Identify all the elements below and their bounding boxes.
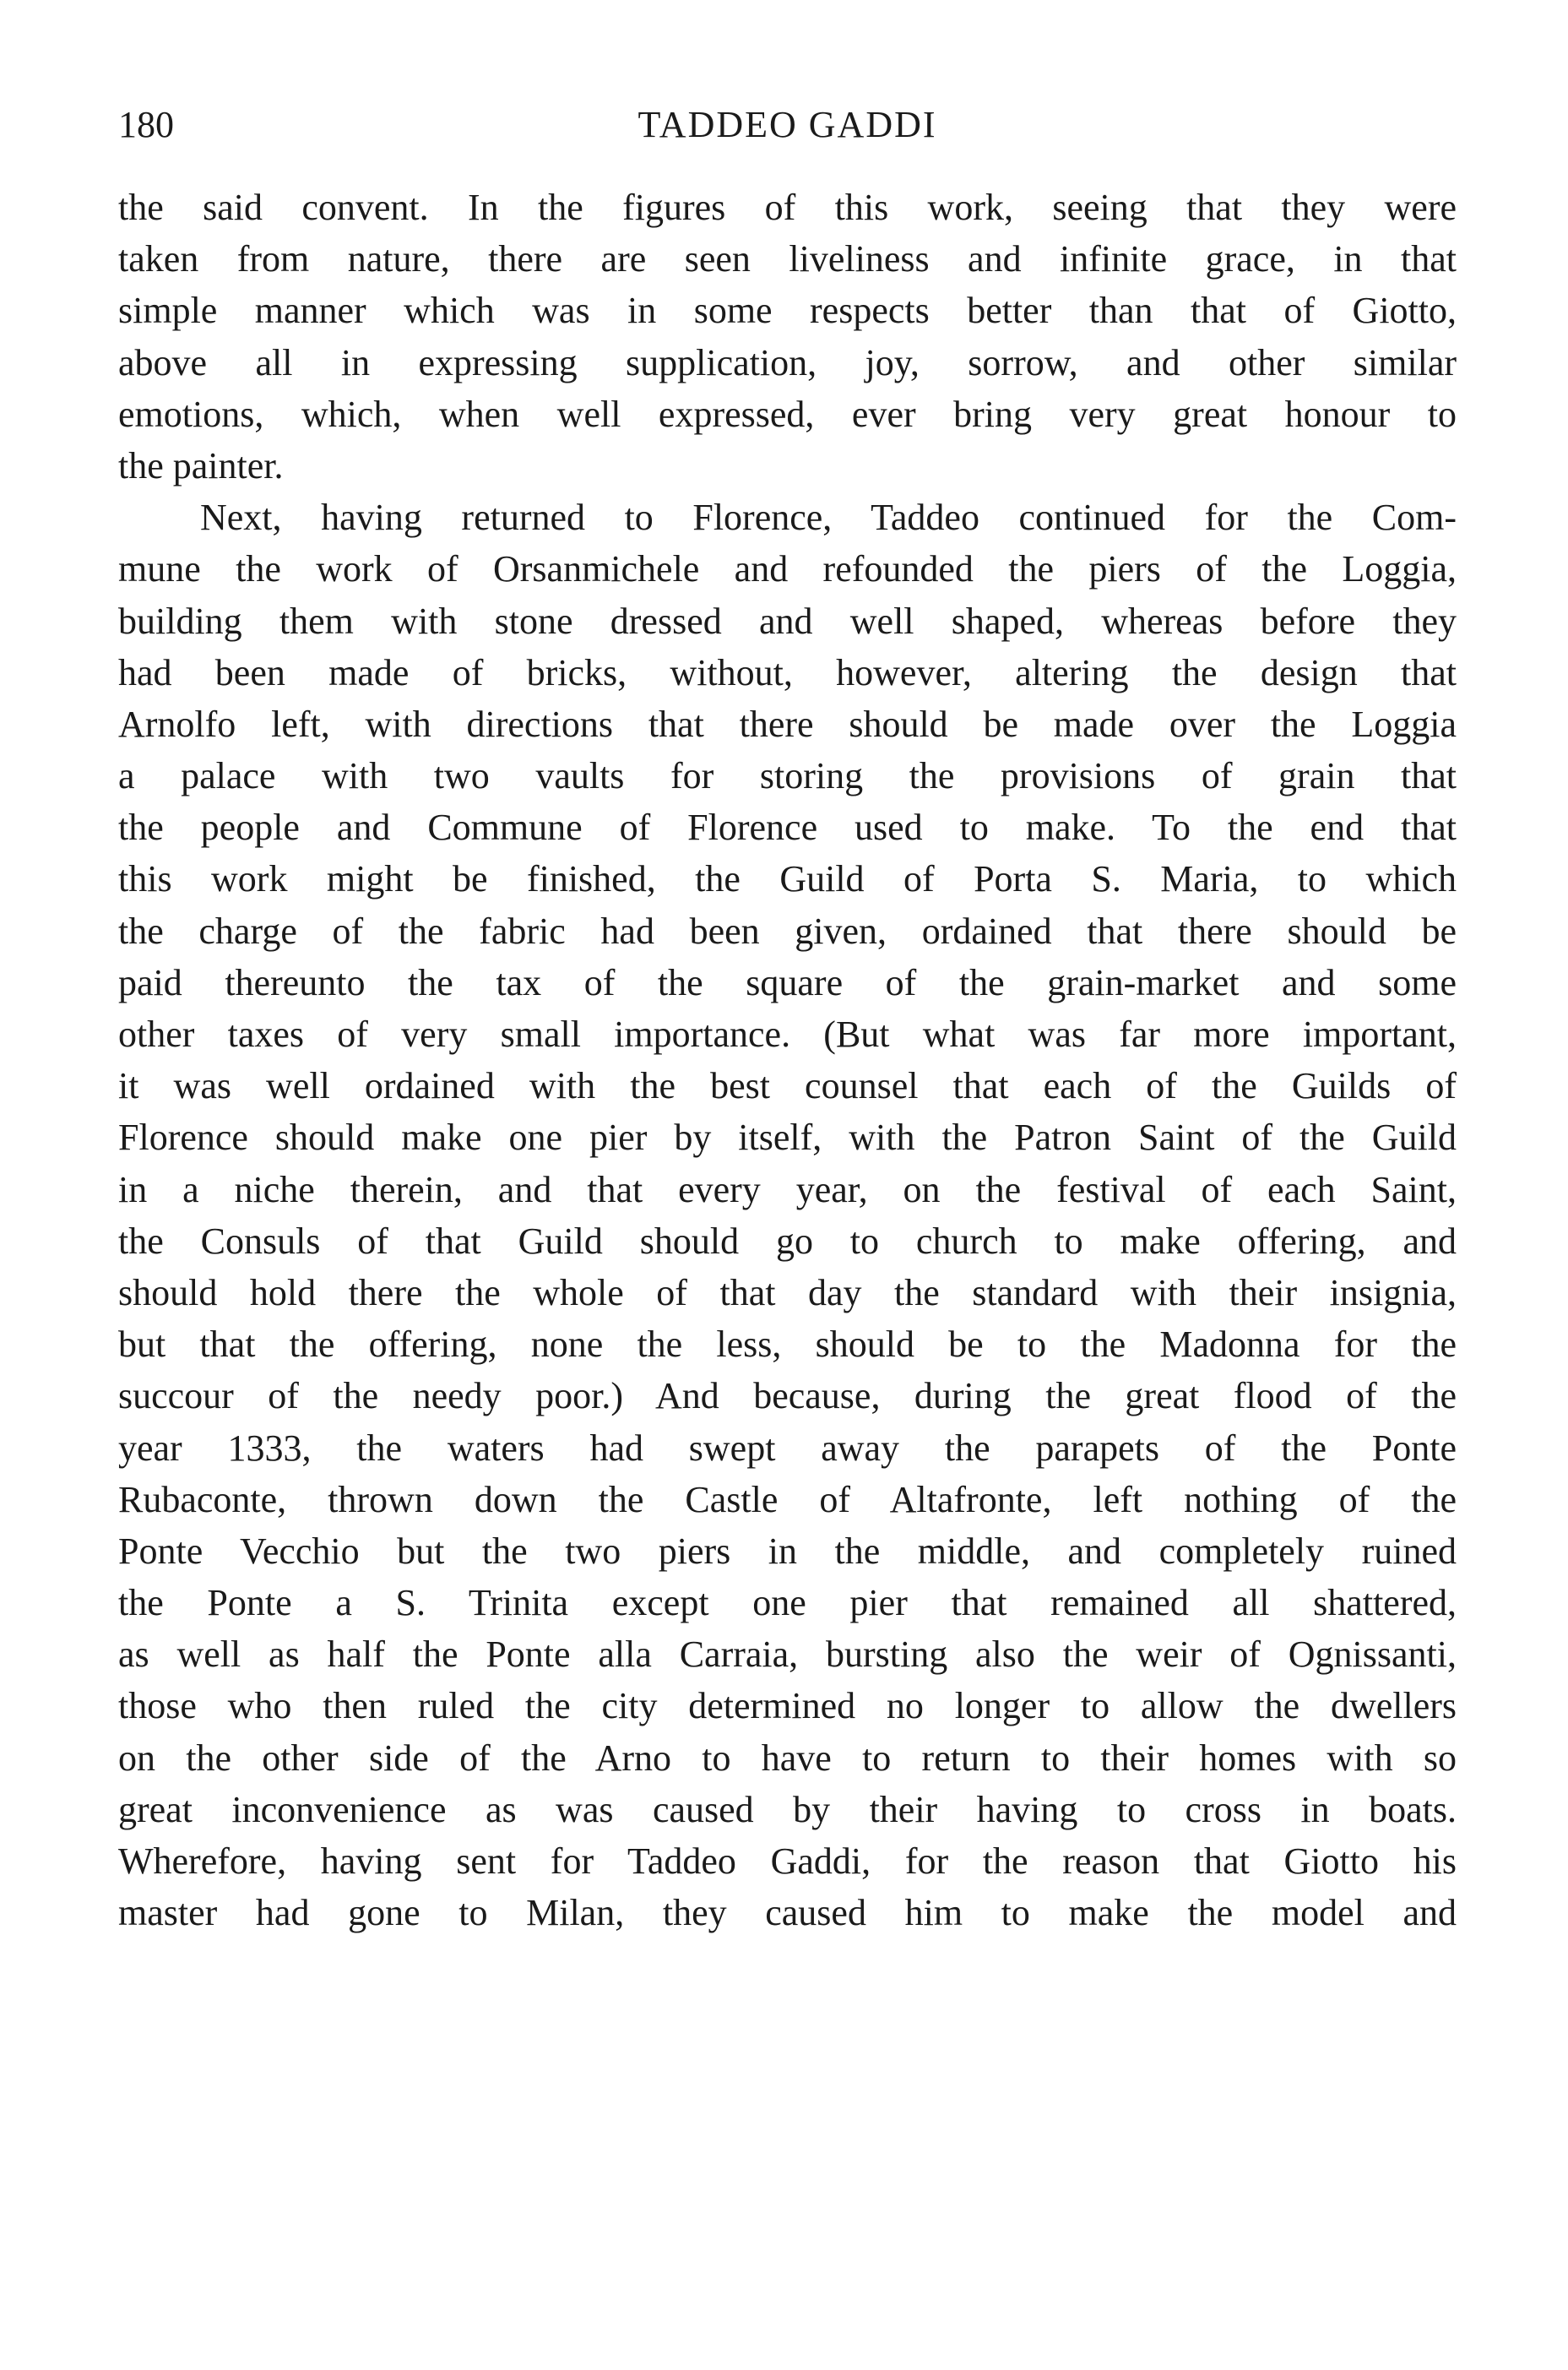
text-line: above all in expressing supplication, joy, sorrow, and other similar (118, 341, 1457, 383)
text-line: as well as half the Ponte alla Carraia, bursting also the weir of Ognissanti, (118, 1633, 1457, 1676)
text-line: the Ponte a S. Trinita except one pier that remained all shattered, (118, 1582, 1457, 1624)
text-line: a palace with two vaults for storing the provisions of grain that (118, 755, 1457, 797)
text-line: the said convent. In the figures of this work, seeing that they were (118, 187, 1457, 228)
text-line: succour of the needy poor.) And because, during the great flood of the (118, 1375, 1457, 1417)
text-line: Rubaconte, thrown down the Castle of Altafronte, left nothing of the (118, 1478, 1457, 1520)
text-line: building them with stone dressed and well shaped, whereas before they (118, 600, 1457, 642)
text-line: other taxes of very small importance. (But what was far more important, (118, 1014, 1457, 1055)
text-line: the charge of the fabric had been given, ordained that there should be (118, 910, 1457, 952)
text-line: Wherefore, having sent for Taddeo Gaddi, for the reason that Giotto his (118, 1840, 1457, 1882)
text-line: emotions, which, when well expressed, ever bring very great honour to (118, 393, 1457, 435)
text-line: it was well ordained with the best counsel that each of the Guilds of (118, 1065, 1457, 1107)
text-line: the Consuls of that Guild should go to church to make offering, and (118, 1220, 1457, 1262)
text-line: this work might be finished, the Guild of Porta S. Maria, to which (118, 858, 1457, 900)
paragraph-start-line: Next, having returned to Florence, Taddeo continued for the Com- (200, 497, 1457, 539)
text-line: taken from nature, there are seen liveliness and infinite grace, in that (118, 238, 1457, 280)
text-line: Arnolfo left, with directions that there should be made over the Loggia (118, 703, 1457, 745)
running-title: TADDEO GADDI (638, 104, 937, 145)
page-number: 180 (118, 104, 174, 145)
text-line: Florence should make one pier by itself, with the Patron Saint of the Guild (118, 1117, 1457, 1159)
text-line: mune the work of Orsanmichele and refounded the piers of the Loggia, (118, 548, 1457, 590)
text-line: in a niche therein, and that every year, on the festival of each Saint, (118, 1168, 1457, 1210)
text-line: simple manner which was in some respects better than that of Giotto, (118, 290, 1457, 332)
text-line: the people and Commune of Florence used to make. To the end that (118, 807, 1457, 849)
text-line: had been made of bricks, without, however, altering the design that (118, 651, 1457, 693)
text-line: but that the offering, none the less, should be to the Madonna for the (118, 1324, 1457, 1366)
text-line: master had gone to Milan, they caused him to make the model and (118, 1892, 1457, 1934)
text-line: great inconvenience as was caused by their having to cross in boats. (118, 1788, 1457, 1830)
paragraph-end-line: the painter. (118, 444, 284, 487)
text-line: paid thereunto the tax of the square of the grain-market and some (118, 961, 1457, 1003)
text-line: Ponte Vecchio but the two piers in the middle, and completely ruined (118, 1530, 1457, 1572)
running-head (118, 100, 1457, 150)
text-line: those who then ruled the city determined no longer to allow the dwellers (118, 1685, 1457, 1727)
text-line: on the other side of the Arno to have to return to their homes with so (118, 1737, 1457, 1779)
body-text (118, 182, 1457, 1938)
text-line: should hold there the whole of that day the standard with their insignia, (118, 1271, 1457, 1313)
text-line: year 1333, the waters had swept away the parapets of the Ponte (118, 1427, 1457, 1469)
